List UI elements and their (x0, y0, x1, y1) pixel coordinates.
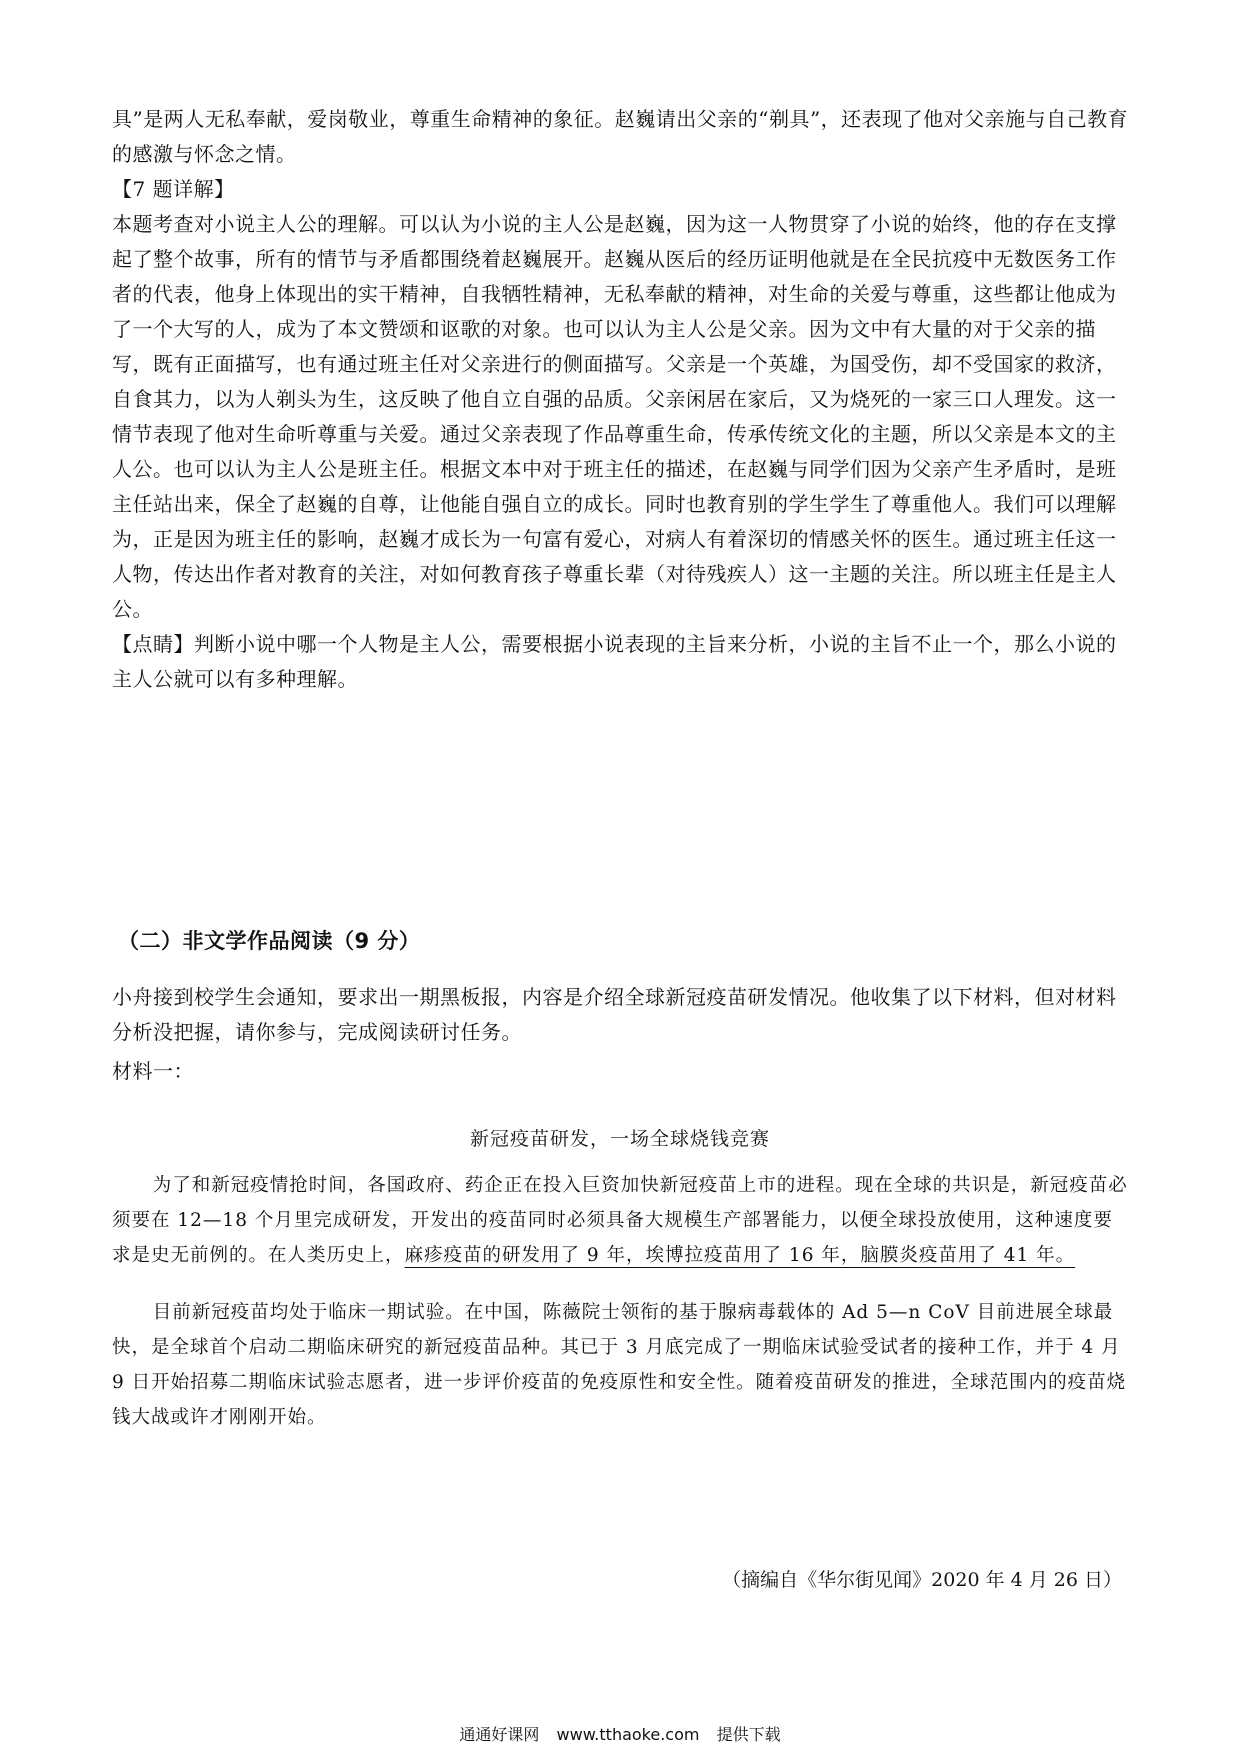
article-paragraph-2: 目前新冠疫苗均处于临床一期试验。在中国，陈薇院士领衔的基于腺病毒载体的 Ad 5—n CoV 目前进展全球最快，是全球首个启动二期临床研究的新冠疫苗品种。其已于 3 月底完成了一期临床试验受试者的接种工作，并于 4 月 9 日开始招募二期临床试验志愿者，进一步评价疫苗的免疫原性和安全性。随着疫苗研发的推进，全球范围内的疫苗烧钱大战或许才刚刚开始。 (112, 1302, 1127, 1428)
page-footer (0, 1722, 1240, 1745)
section-heading: （二）非文学作品阅读（9 分） (118, 929, 421, 953)
continuation-paragraph: 具”是两人无私奉献，爱岗敬业，尊重生命精神的象征。赵巍请出父亲的“剃具”，还表现了他对父亲施与自己教育的感激与怀念之情。 (112, 107, 1129, 166)
footer-site-name: 通通好课网 (459, 1725, 540, 1744)
material-label: 材料一： (112, 1059, 194, 1083)
article-paragraph-1 (112, 1168, 1132, 1273)
dianjing-paragraph (112, 627, 1132, 697)
article-source: （摘编自《华尔街见闻》2020 年 4 月 26 日） (722, 1569, 1122, 1591)
article-title: 新冠疫苗研发，一场全球烧钱竞赛 (469, 1128, 770, 1150)
footer-tagline: 提供下载 (716, 1725, 781, 1744)
q7-heading: 【7 题详解】 (112, 177, 235, 201)
dianjing-text: 判断小说中哪一个人物是主人公，需要根据小说表现的主旨来分析，小说的主旨不止一个，那么小说的主人公就可以有多种理解。 (112, 632, 1117, 691)
task-intro-block (112, 980, 1132, 1089)
analysis-section (112, 102, 1132, 697)
article-p1-underlined: 麻疹疫苗的研发用了 9 年，埃博拉疫苗用了 16 年，脑膜炎疫苗用了 41 年。 (404, 1245, 1076, 1266)
task-intro: 小舟接到校学生会通知，要求出一期黑板报，内容是介绍全球新冠疫苗研发情况。他收集了以下材料，但对材料分析没把握，请你参与，完成阅读研讨任务。 (112, 985, 1117, 1044)
q7-explanation: 本题考查对小说主人公的理解。可以认为小说的主人公是赵巍，因为这一人物贯穿了小说的始终，他的存在支撑起了整个故事，所有的情节与矛盾都围绕着赵巍展开。赵巍从医后的经历证明他就是在全民抗疫中无数医务工作者的代表，他身上体现出的实干精神，自我牺牲精神，无私奉献的精神，对生命的关爱与尊重，这些都让他成为了一个大写的人，成为了本文赞颂和讴歌的对象。也可以认为主人公是父亲。因为文中有大量的对于父亲的描写，既有正面描写，也有通过班主任对父亲进行的侧面描写。父亲是一个英雄，为国受伤，却不受国家的救济，自食其力，以为人剃头为生，这反映了他自立自强的品质。父亲闲居在家后，又为烧死的一家三口人理发。这一情节表现了他对生命听尊重与关爱。通过父亲表现了作品尊重生命，传承传统文化的主题，所以父亲是本文的主人公。也可以认为主人公是班主任。根据文本中对于班主任的描述，在赵巍与同学们因为父亲产生矛盾时，是班主任站出来，保全了赵巍的自尊，让他能自强自立的成长。同时也教育别的学生学生了尊重他人。我们可以理解为，正是因为班主任的影响，赵巍才成长为一句富有爱心，对病人有着深切的情感关怀的医生。通过班主任这一人物，传达出作者对教育的关注，对如何教育孩子尊重长辈（对待残疾人）这一主题的关注。所以班主任是主人公。 (112, 212, 1117, 621)
article-p1-text: 为了和新冠疫情抢时间，各国政府、药企正在投入巨资加快新冠疫苗上市的进程。现在全球的共识是，新冠疫苗必须要在 12—18 个月里完成研发，开发出的疫苗同时必须具备大规模生产部署能力，以便全球投放使用，这种速度要求是史无前例的。在人类历史上， (112, 1175, 1128, 1266)
dianjing-label: 【点睛】 (112, 632, 194, 656)
footer-site-url[interactable]: www.tthaoke.com (556, 1725, 700, 1744)
article-body (112, 1168, 1132, 1435)
